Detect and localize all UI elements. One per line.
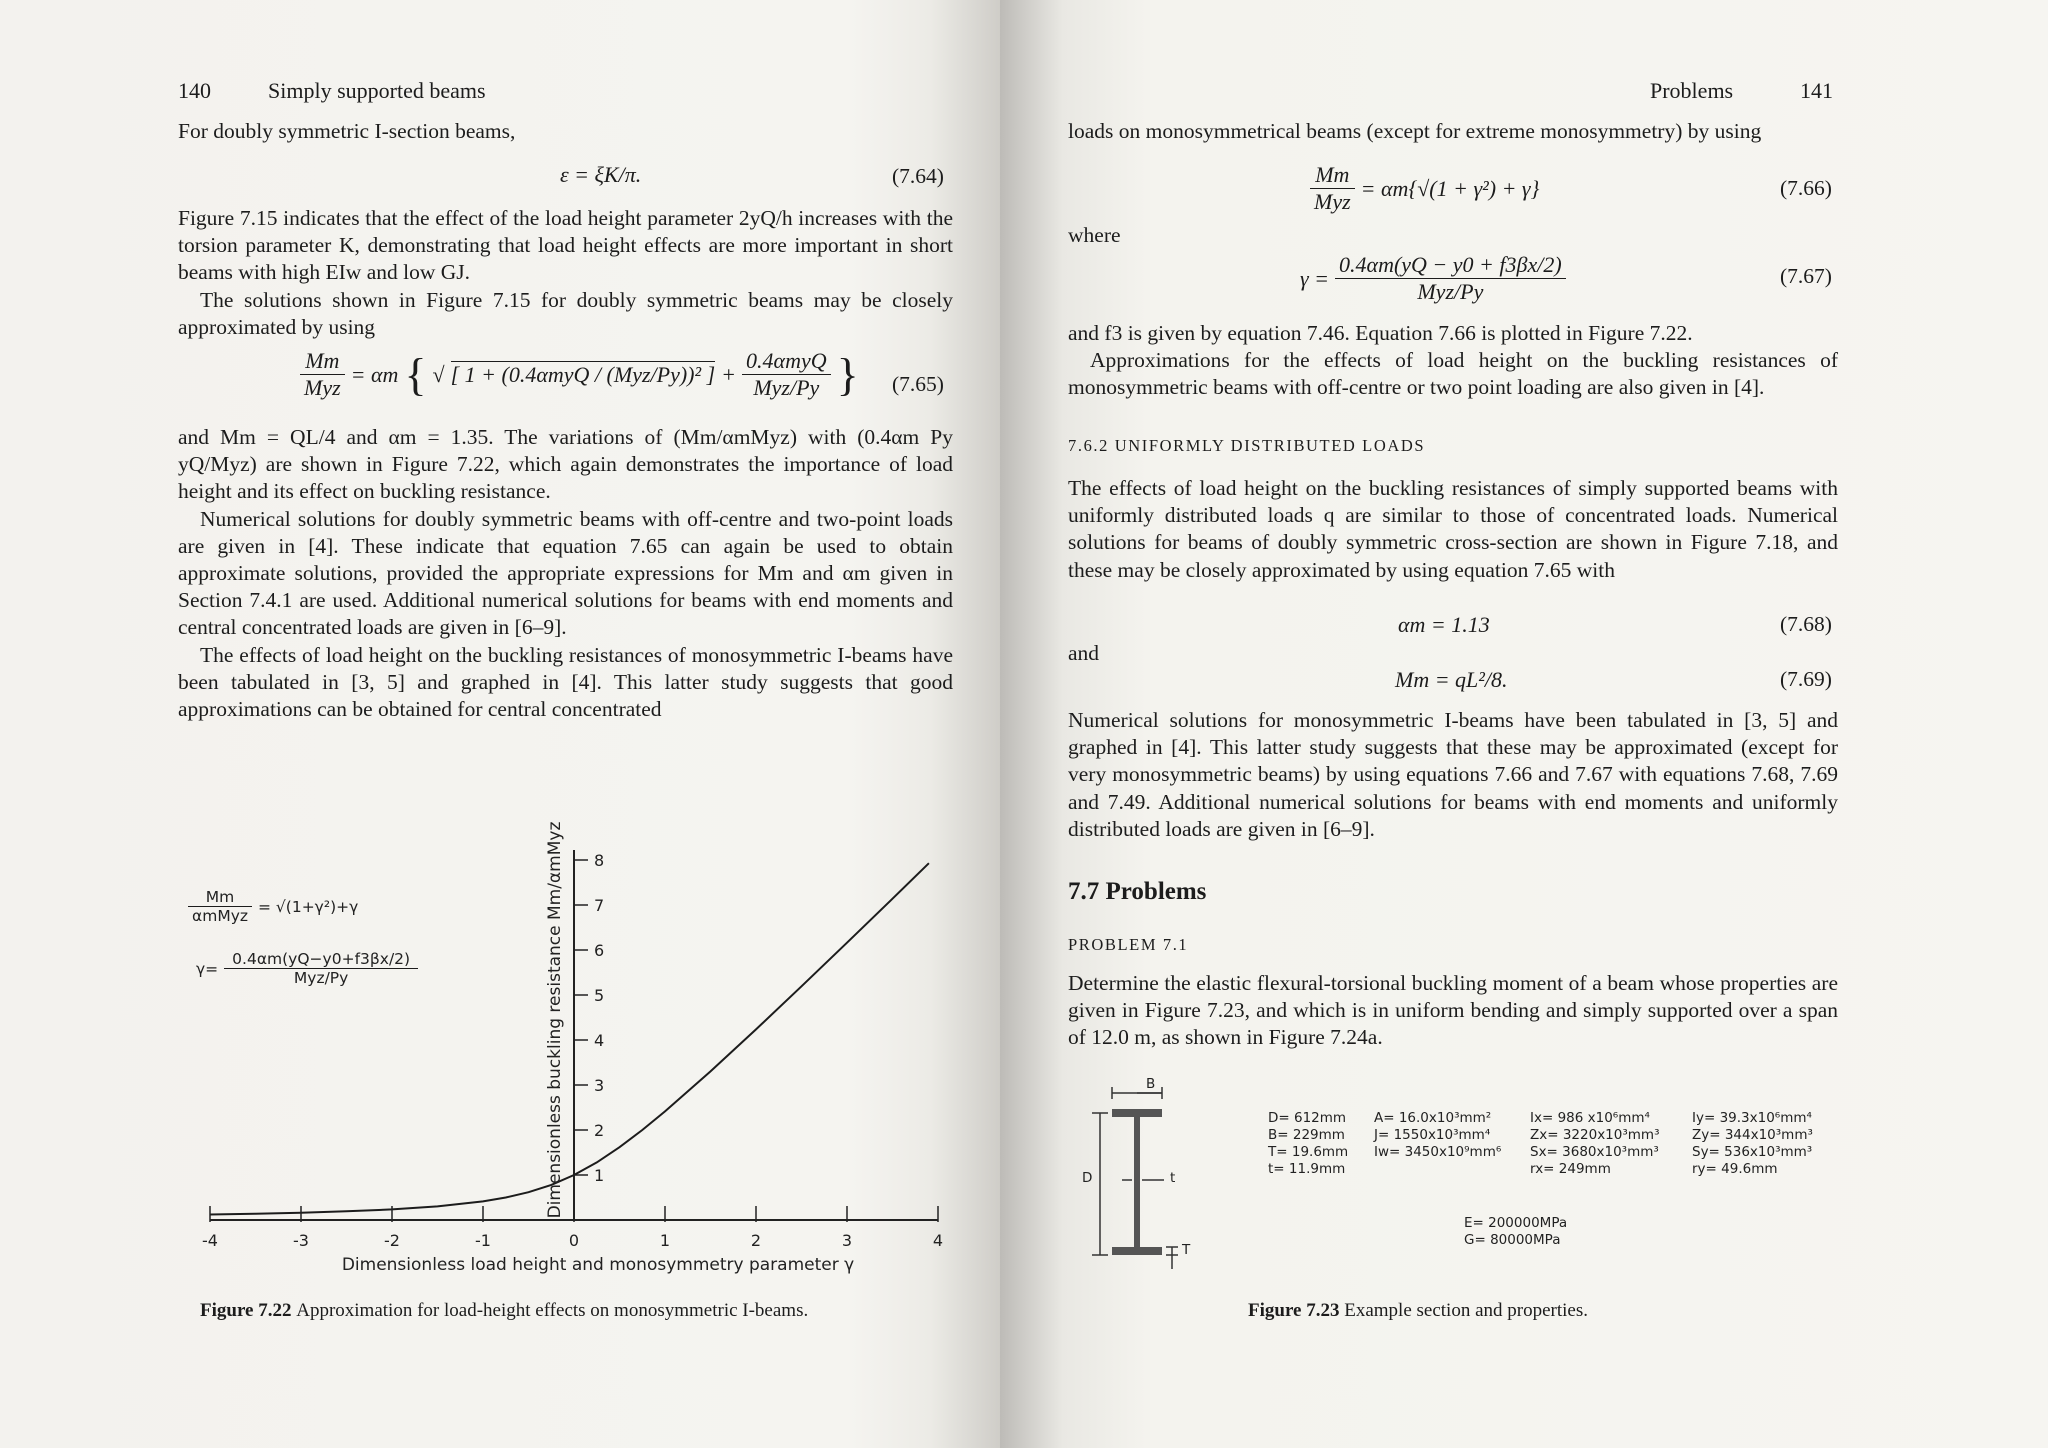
equation-number: (7.67) [1780,264,1832,288]
section-heading: 7.6.2 UNIFORMLY DISTRIBUTED LOADS [1068,436,1426,455]
problem-label: PROBLEM 7.1 [1068,935,1189,954]
problem-text: Determine the elastic flexural-torsional buckling moment of a beam whose properties are given in Figure 7.23, and which is in uniform bending and simply supported over a span of 12.0 m, as shown in Figure 7.24a. [1068,971,1838,1050]
left-page [0,0,1000,1448]
x-tick-label: 2 [750,1231,762,1250]
properties-column-2: A= 16.0x10³mm² J= 1550x10³mm⁴ Iw= 3450x10⁹mm⁶ [1374,1110,1502,1160]
material-moduli: E= 200000MPa G= 80000MPa [1464,1215,1568,1248]
equation-7-69: Mm = qL²/8. [1395,667,1508,692]
paragraph: and Mm = QL/4 and αm = 1.35. The variations of (Mm/αmMyz) with (0.4αm Py yQ/Myz) are shown in Figure 7.22, which again demonstrates the importance of load height and its effect on buckling resistance. Numerical solutions for doubly symmetric beams with off-centre and two-point loads are given in [4]. These indicate that equation 7.65 can again be used to obtain approximate solutions, provided the appropriate expressions for Mm and αm given in Section 7.4.1 are used. Additional numerical solutions for beams with end moments and central concentrated loads are given in [6–9]. The effects of load height on the buckling resistances of monosymmetric I-beams have been tabulated in [3, 5] and graphed in [4]. This latter study suggests that good approximations can be obtained for central concentrated [178,425,953,722]
y-tick-label: 8 [594,851,605,870]
paragraph: and f3 is given by equation 7.46. Equation 7.66 is plotted in Figure 7.22. Approximations for the effects of load height on the buckling resistances of monosymmetric beams with off-centre or two point loading are also given in [4]. [1068,321,1838,400]
web [1134,1117,1140,1247]
paragraph: The effects of load height on the buckling resistances of simply supported beams with uniformly distributed loads q are similar to those of concentrated loads. Numerical solutions for beams of doubly symmetric cross-section are shown in Figure 7.18, and these may be closely approximated by using equation 7.65 with [1068,476,1838,582]
label-T: T [1182,1242,1191,1258]
equation-7-68: αm = 1.13 [1398,612,1490,637]
right-page [1000,0,2048,1448]
chart-gamma-formula: γ= $\frac{0.4\alpha m(yQ-y0+f3\beta x/2)}{\text{Myz/Py}}$ [196,950,418,987]
paragraph: Numerical solutions for monosymmetric I-beams have been tabulated in [3, 5] and graphed in [4]. This latter study suggests that these may be approximated (except for very monosymmetric beams) by using equations 7.66 and 7.67 with equations 7.68, 7.69 and 7.49. Additional numerical solutions for beams with end moments and uniformly distributed loads are given in [6–9]. [1068,708,1838,841]
paragraph-line: loads on monosymmetrical beams (except for extreme monosymmetry) by using [1068,119,1762,143]
top-flange [1112,1109,1162,1117]
and-text: and [1068,641,1100,665]
intro-line: For doubly symmetric I-section beams, [178,119,516,143]
figure-caption: Figure 7.22 Approximation for load-height effects on monosymmetric I-beams. [200,1300,809,1321]
figure-caption: Figure 7.23 Example section and properties. [1248,1300,1588,1321]
y-tick-label: 2 [594,1121,605,1140]
running-head: Problems [1650,78,1734,103]
chart-formula: $\frac{Mm}{\text{αmMyz}}$ = √(1+γ²)+γ [188,888,358,925]
equation-number: (7.65) [892,372,944,396]
equation-7-64: ε = ξK/π. [560,162,642,187]
page-number: 140 [178,78,211,103]
x-tick-label: 0 [568,1231,580,1250]
x-tick-label: -4 [202,1231,218,1250]
y-tick-label: 7 [594,896,605,915]
paragraph: Figure 7.15 indicates that the effect of the load height parameter 2yQ/h increases with the torsion parameter K, demonstrating that load height effects are more important in short beams with high EIw and low GJ. The solutions shown in Figure 7.15 for doubly symmetric beams may be closely approximated by using [178,206,953,339]
equation-7-66: $\frac{Mm}{\text{Myz}}$ = αm{√(1 + γ²) + γ} [1310,162,1539,215]
x-tick-label: 1 [659,1231,671,1250]
x-tick-label: -3 [293,1231,309,1250]
equation-7-67: γ = $\frac{0.4\alpha m(yQ - y0 + f3\beta x/2)}{\text{Myz/Py}}$ [1300,252,1566,305]
equation-number: (7.68) [1780,612,1832,636]
x-tick-label: 3 [841,1231,853,1250]
where-text: where [1068,223,1121,247]
equation-7-65: $\frac{Mm}{\text{Myz}}$ = αm { √ [ 1 + (0.4αmyQ / (Myz/Py))² ] + $\frac{\text{0.4αmyQ}}{\text{Myz/Py}}$ } [300,348,859,401]
x-tick-label: -1 [475,1231,491,1250]
x-tick-label: 4 [932,1231,944,1250]
y-tick-label: 3 [594,1076,605,1095]
y-tick-label: 1 [594,1166,605,1185]
x-tick-label: -2 [384,1231,400,1250]
y-tick-label: 6 [594,941,605,960]
label-t: t [1170,1170,1176,1186]
properties-column-4: Iy= 39.3x10⁶mm⁴ Zy= 344x10³mm³ Sy= 536x10³mm³ ry= 49.6mm [1692,1110,1813,1177]
properties-column-1: D= 612mm B= 229mm T= 19.6mm t= 11.9mm [1268,1110,1349,1177]
i-section-drawing [1080,1075,1240,1295]
equation-number: (7.66) [1780,176,1832,200]
label-D: D [1082,1170,1093,1186]
y-axis-label: Dimensionless buckling resistance Mm/αmMyz [545,821,565,1219]
equation-number: (7.69) [1780,667,1832,691]
running-head: Simply supported beams [268,78,486,103]
section-title: 7.7 Problems [1068,878,1207,905]
y-tick-label: 5 [594,986,605,1005]
y-tick-label: 4 [594,1031,605,1050]
equation-number: (7.64) [892,164,944,188]
x-axis-label: Dimensionless load height and monosymmetry parameter γ [341,1255,855,1275]
page-number: 141 [1800,78,1833,103]
bottom-flange [1112,1247,1162,1255]
properties-column-3: Ix= 986 x10⁶mm⁴ Zx= 3220x10³mm³ Sx= 3680x10³mm³ rx= 249mm [1530,1110,1660,1177]
label-B: B [1146,1076,1156,1092]
figure-7-22-chart [170,760,960,1280]
